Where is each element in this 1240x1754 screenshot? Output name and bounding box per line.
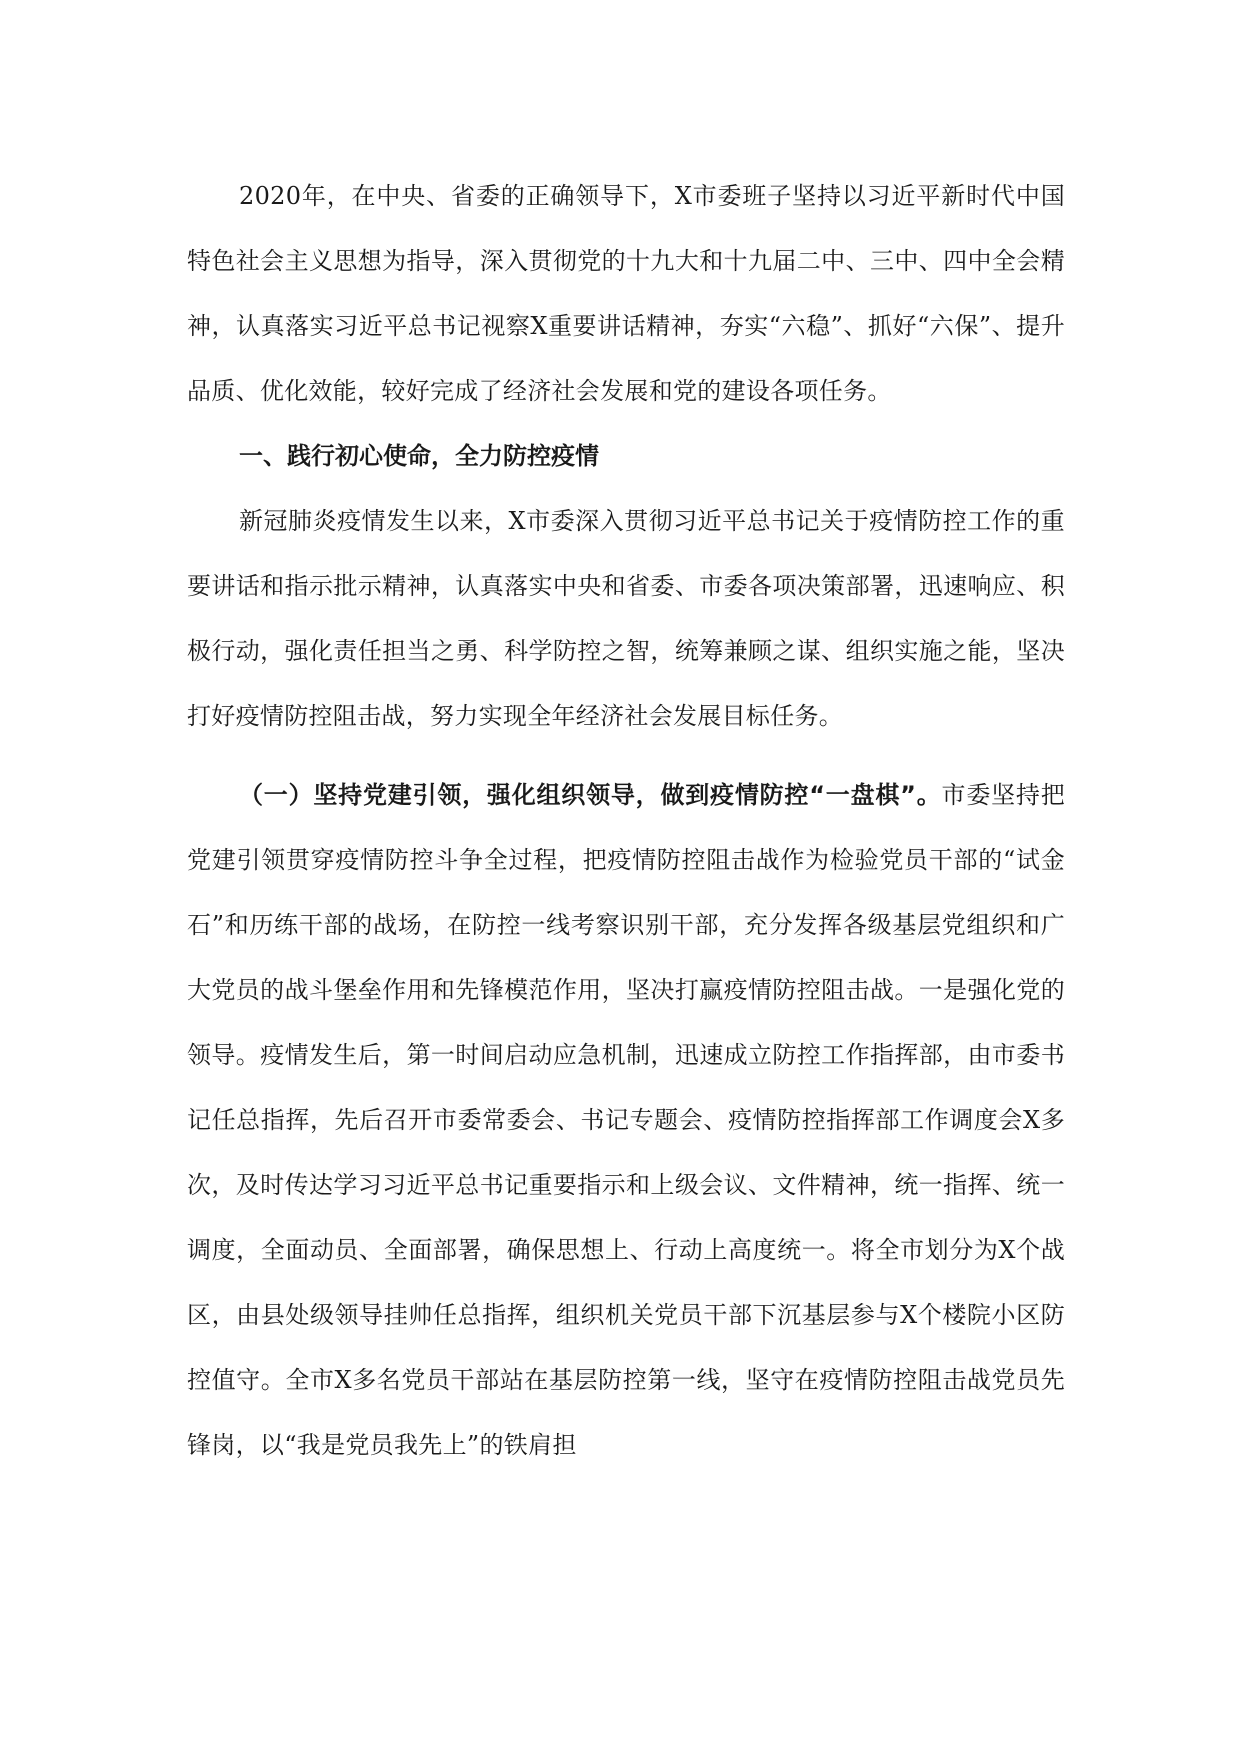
subsection-body: 市委坚持把党建引领贯穿疫情防控斗争全过程，把疫情防控阻击战作为检验党员干部的“试金石”和历练干部的战场，在防控一线考察识别干部，充分发挥各级基层党组织和广大党员的战斗堡垒作用和先锋模范作用，坚决打赢疫情防控阻击战。一是强化党的领导。疫情发生后，第一时间启动应急机制，迅速成立防控工作指挥部，由市委书记任总指挥，先后召开市委常委会、书记专题会、疫情防控指挥部工作调度会X多次，及时传达学习习近平总书记重要指示和上级会议、文件精神，统一指挥、统一调度，全面动员、全面部署，确保思想上、行动上高度统一。将全市划分为X个战区，由县处级领导挂帅任总指挥，组织机关党员干部下沉基层参与X个楼院小区防控值守。全市X多名党员干部站在基层防控第一线，坚守在疫情防控阻击战党员先锋岗，以“我是党员我先上”的铁肩担	[187, 781, 1066, 1459]
subsection-paragraph	[187, 763, 1065, 1478]
section-paragraph: 新冠肺炎疫情发生以来，X市委深入贯彻习近平总书记关于疫情防控工作的重要讲话和指示批示精神，认真落实中央和省委、市委各项决策部署，迅速响应、积极行动，强化责任担当之勇、科学防控之智，统筹兼顾之谋、组织实施之能，坚决打好疫情防控阻击战，努力实现全年经济社会发展目标任务。	[187, 507, 1065, 730]
subsection-lead: （一）坚持党建引领，强化组织领导，做到疫情防控“一盘棋”。	[239, 781, 942, 809]
section-heading: 一、践行初心使命，全力防控疫情	[239, 442, 599, 470]
intro-paragraph: 2020年，在中央、省委的正确领导下，X市委班子坚持以习近平新时代中国特色社会主义思想为指导，深入贯彻党的十九大和十九届二中、三中、四中全会精神，认真落实习近平总书记视察X重要讲话精神，夯实“六稳”、抓好“六保”、提升品质、优化效能，较好完成了经济社会发展和党的建设各项任务。	[187, 182, 1065, 405]
document-body	[187, 164, 1065, 1478]
